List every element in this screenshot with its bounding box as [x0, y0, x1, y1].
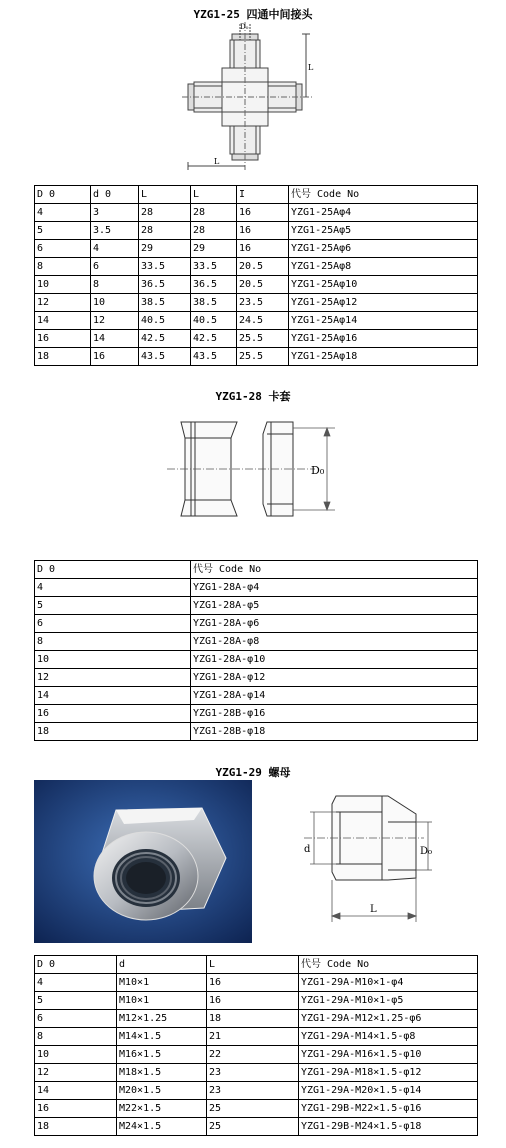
cell: 42.5 — [191, 330, 237, 348]
section-title-yzg1-28: YZG1-28 卡套 — [215, 390, 291, 403]
cell: 10 — [35, 276, 91, 294]
nut-drawing — [296, 782, 446, 932]
label-d0: D₀ — [311, 464, 325, 477]
table-row — [35, 579, 478, 597]
cell: 6 — [91, 258, 139, 276]
table-row — [35, 633, 478, 651]
cell: 25.5 — [237, 330, 289, 348]
header-cell: d 0 — [91, 186, 139, 204]
cell: 36.5 — [139, 276, 191, 294]
cell: 8 — [35, 633, 191, 651]
cell: 10 — [91, 294, 139, 312]
cell: 8 — [35, 258, 91, 276]
cell: YZG1-29A-M10×1-φ4 — [299, 974, 478, 992]
cell: 6 — [35, 1010, 117, 1028]
cell: M12×1.25 — [117, 1010, 207, 1028]
cell: 4 — [35, 974, 117, 992]
cell: YZG1-29A-M14×1.5-φ8 — [299, 1028, 478, 1046]
section-title-yzg1-25: YZG1-25 四通中间接头 — [193, 8, 313, 21]
cell: YZG1-29A-M10×1-φ5 — [299, 992, 478, 1010]
cell: 16 — [207, 992, 299, 1010]
cell: 3 — [91, 204, 139, 222]
cross-fitting-svg — [180, 20, 320, 176]
table-row — [35, 723, 478, 741]
table-row — [35, 240, 478, 258]
cell: YZG1-25Aφ16 — [289, 330, 478, 348]
cell: 6 — [35, 615, 191, 633]
cell: 23 — [207, 1064, 299, 1082]
cell: YZG1-28B-φ16 — [191, 705, 478, 723]
cell: 18 — [35, 723, 191, 741]
cell: YZG1-28A-φ5 — [191, 597, 478, 615]
section-title-yzg1-29: YZG1-29 螺母 — [215, 766, 291, 779]
cell: 38.5 — [139, 294, 191, 312]
cell: 43.5 — [191, 348, 237, 366]
cell: 33.5 — [191, 258, 237, 276]
cell: M14×1.5 — [117, 1028, 207, 1046]
cell: YZG1-29A-M12×1.25-φ6 — [299, 1010, 478, 1028]
ferrule-drawing — [165, 408, 350, 538]
cell: M22×1.5 — [117, 1100, 207, 1118]
label-l: L — [370, 904, 377, 915]
cell: 14 — [35, 312, 91, 330]
table-row — [35, 222, 478, 240]
cell: YZG1-28A-φ8 — [191, 633, 478, 651]
table-row — [35, 294, 478, 312]
table-row — [35, 1118, 478, 1136]
cell: YZG1-28A-φ4 — [191, 579, 478, 597]
cell: YZG1-25Aφ4 — [289, 204, 478, 222]
cell: YZG1-25Aφ12 — [289, 294, 478, 312]
cell: 18 — [35, 348, 91, 366]
spec-table-yzg1-25 — [34, 185, 478, 366]
table-header-row — [35, 186, 478, 204]
cell: 25 — [207, 1118, 299, 1136]
header-cell: L — [207, 956, 299, 974]
cell: YZG1-29B-M22×1.5-φ16 — [299, 1100, 478, 1118]
spec-table-yzg1-29 — [34, 955, 478, 1136]
cell: YZG1-25Aφ14 — [289, 312, 478, 330]
cell: 4 — [35, 579, 191, 597]
cell: 16 — [237, 240, 289, 258]
cell: 33.5 — [139, 258, 191, 276]
cell: 43.5 — [139, 348, 191, 366]
cell: YZG1-29B-M24×1.5-φ18 — [299, 1118, 478, 1136]
table-row — [35, 651, 478, 669]
table-row — [35, 1082, 478, 1100]
cell: YZG1-29A-M20×1.5-φ14 — [299, 1082, 478, 1100]
cell: M16×1.5 — [117, 1046, 207, 1064]
table-row — [35, 1100, 478, 1118]
cell: 28 — [191, 204, 237, 222]
table-row — [35, 597, 478, 615]
cell: 40.5 — [191, 312, 237, 330]
cell: YZG1-28A-φ12 — [191, 669, 478, 687]
cell: 5 — [35, 992, 117, 1010]
cell: 21 — [207, 1028, 299, 1046]
header-cell: 代号 Code No — [191, 561, 478, 579]
table-row — [35, 992, 478, 1010]
nut-photo — [34, 780, 252, 943]
table-row — [35, 669, 478, 687]
cell: 23.5 — [237, 294, 289, 312]
table-row — [35, 974, 478, 992]
header-cell: D 0 — [35, 186, 91, 204]
cell: 16 — [237, 222, 289, 240]
cell: 18 — [35, 1118, 117, 1136]
table-row — [35, 312, 478, 330]
table-row — [35, 705, 478, 723]
table-row — [35, 1064, 478, 1082]
table-row — [35, 330, 478, 348]
cell: 16 — [35, 330, 91, 348]
header-cell: 代号 Code No — [289, 186, 478, 204]
cell: YZG1-28A-φ6 — [191, 615, 478, 633]
table-header-row — [35, 956, 478, 974]
table-row — [35, 258, 478, 276]
cell: YZG1-25Aφ18 — [289, 348, 478, 366]
cell: 16 — [35, 705, 191, 723]
cell: 42.5 — [139, 330, 191, 348]
cell: 10 — [35, 1046, 117, 1064]
cell: YZG1-25Aφ6 — [289, 240, 478, 258]
cell: 28 — [139, 204, 191, 222]
cell: 10 — [35, 651, 191, 669]
table-row — [35, 615, 478, 633]
cell: 29 — [139, 240, 191, 258]
cell: 25.5 — [237, 348, 289, 366]
table-row — [35, 1046, 478, 1064]
cell: 28 — [139, 222, 191, 240]
cell: 12 — [35, 1064, 117, 1082]
cell: 16 — [35, 1100, 117, 1118]
ferrule-svg — [165, 408, 350, 538]
cell: YZG1-28B-φ18 — [191, 723, 478, 741]
cell: 40.5 — [139, 312, 191, 330]
cell: 14 — [35, 687, 191, 705]
cell: M10×1 — [117, 992, 207, 1010]
cell: 5 — [35, 222, 91, 240]
cell: 6 — [35, 240, 91, 258]
header-cell: D 0 — [35, 561, 191, 579]
cell: M24×1.5 — [117, 1118, 207, 1136]
cell: 25 — [207, 1100, 299, 1118]
cell: 22 — [207, 1046, 299, 1064]
table-row — [35, 1010, 478, 1028]
header-cell: D 0 — [35, 956, 117, 974]
table-row — [35, 276, 478, 294]
cell: 4 — [91, 240, 139, 258]
cell: 14 — [91, 330, 139, 348]
cell: 23 — [207, 1082, 299, 1100]
cell: 12 — [35, 294, 91, 312]
cell: 8 — [91, 276, 139, 294]
cell: M20×1.5 — [117, 1082, 207, 1100]
header-cell: 代号 Code No — [299, 956, 478, 974]
cell: M18×1.5 — [117, 1064, 207, 1082]
label-l-right: L — [308, 63, 314, 72]
cell: 12 — [35, 669, 191, 687]
cell: YZG1-25Aφ10 — [289, 276, 478, 294]
cell: 18 — [207, 1010, 299, 1028]
cell: 14 — [35, 1082, 117, 1100]
cell: 4 — [35, 204, 91, 222]
cell: 20.5 — [237, 258, 289, 276]
header-cell: I — [237, 186, 289, 204]
cell: YZG1-29A-M18×1.5-φ12 — [299, 1064, 478, 1082]
cell: YZG1-29A-M16×1.5-φ10 — [299, 1046, 478, 1064]
cell: 3.5 — [91, 222, 139, 240]
label-d0: D₀ — [420, 846, 433, 857]
cell: 36.5 — [191, 276, 237, 294]
cell: 5 — [35, 597, 191, 615]
cross-fitting-drawing — [180, 20, 320, 176]
label-l-bottom: L — [214, 157, 220, 166]
cell: 16 — [91, 348, 139, 366]
header-cell: L — [139, 186, 191, 204]
cell: 12 — [91, 312, 139, 330]
header-cell: d — [117, 956, 207, 974]
label-d0: D₀ — [240, 23, 249, 31]
cell: 8 — [35, 1028, 117, 1046]
cell: YZG1-28A-φ10 — [191, 651, 478, 669]
cell: M10×1 — [117, 974, 207, 992]
cell: 16 — [207, 974, 299, 992]
cell: YZG1-25Aφ8 — [289, 258, 478, 276]
cell: 28 — [191, 222, 237, 240]
nut-photo-svg — [34, 780, 252, 943]
cell: YZG1-25Aφ5 — [289, 222, 478, 240]
table-row — [35, 348, 478, 366]
table-row — [35, 687, 478, 705]
cell: 29 — [191, 240, 237, 258]
table-row — [35, 1028, 478, 1046]
nut-drawing-svg — [296, 782, 446, 932]
cell: 38.5 — [191, 294, 237, 312]
cell: 24.5 — [237, 312, 289, 330]
cell: YZG1-28A-φ14 — [191, 687, 478, 705]
label-d: d — [304, 844, 311, 855]
cell: 20.5 — [237, 276, 289, 294]
header-cell: L — [191, 186, 237, 204]
table-row — [35, 204, 478, 222]
spec-table-yzg1-28 — [34, 560, 478, 741]
cell: 16 — [237, 204, 289, 222]
table-header-row — [35, 561, 478, 579]
